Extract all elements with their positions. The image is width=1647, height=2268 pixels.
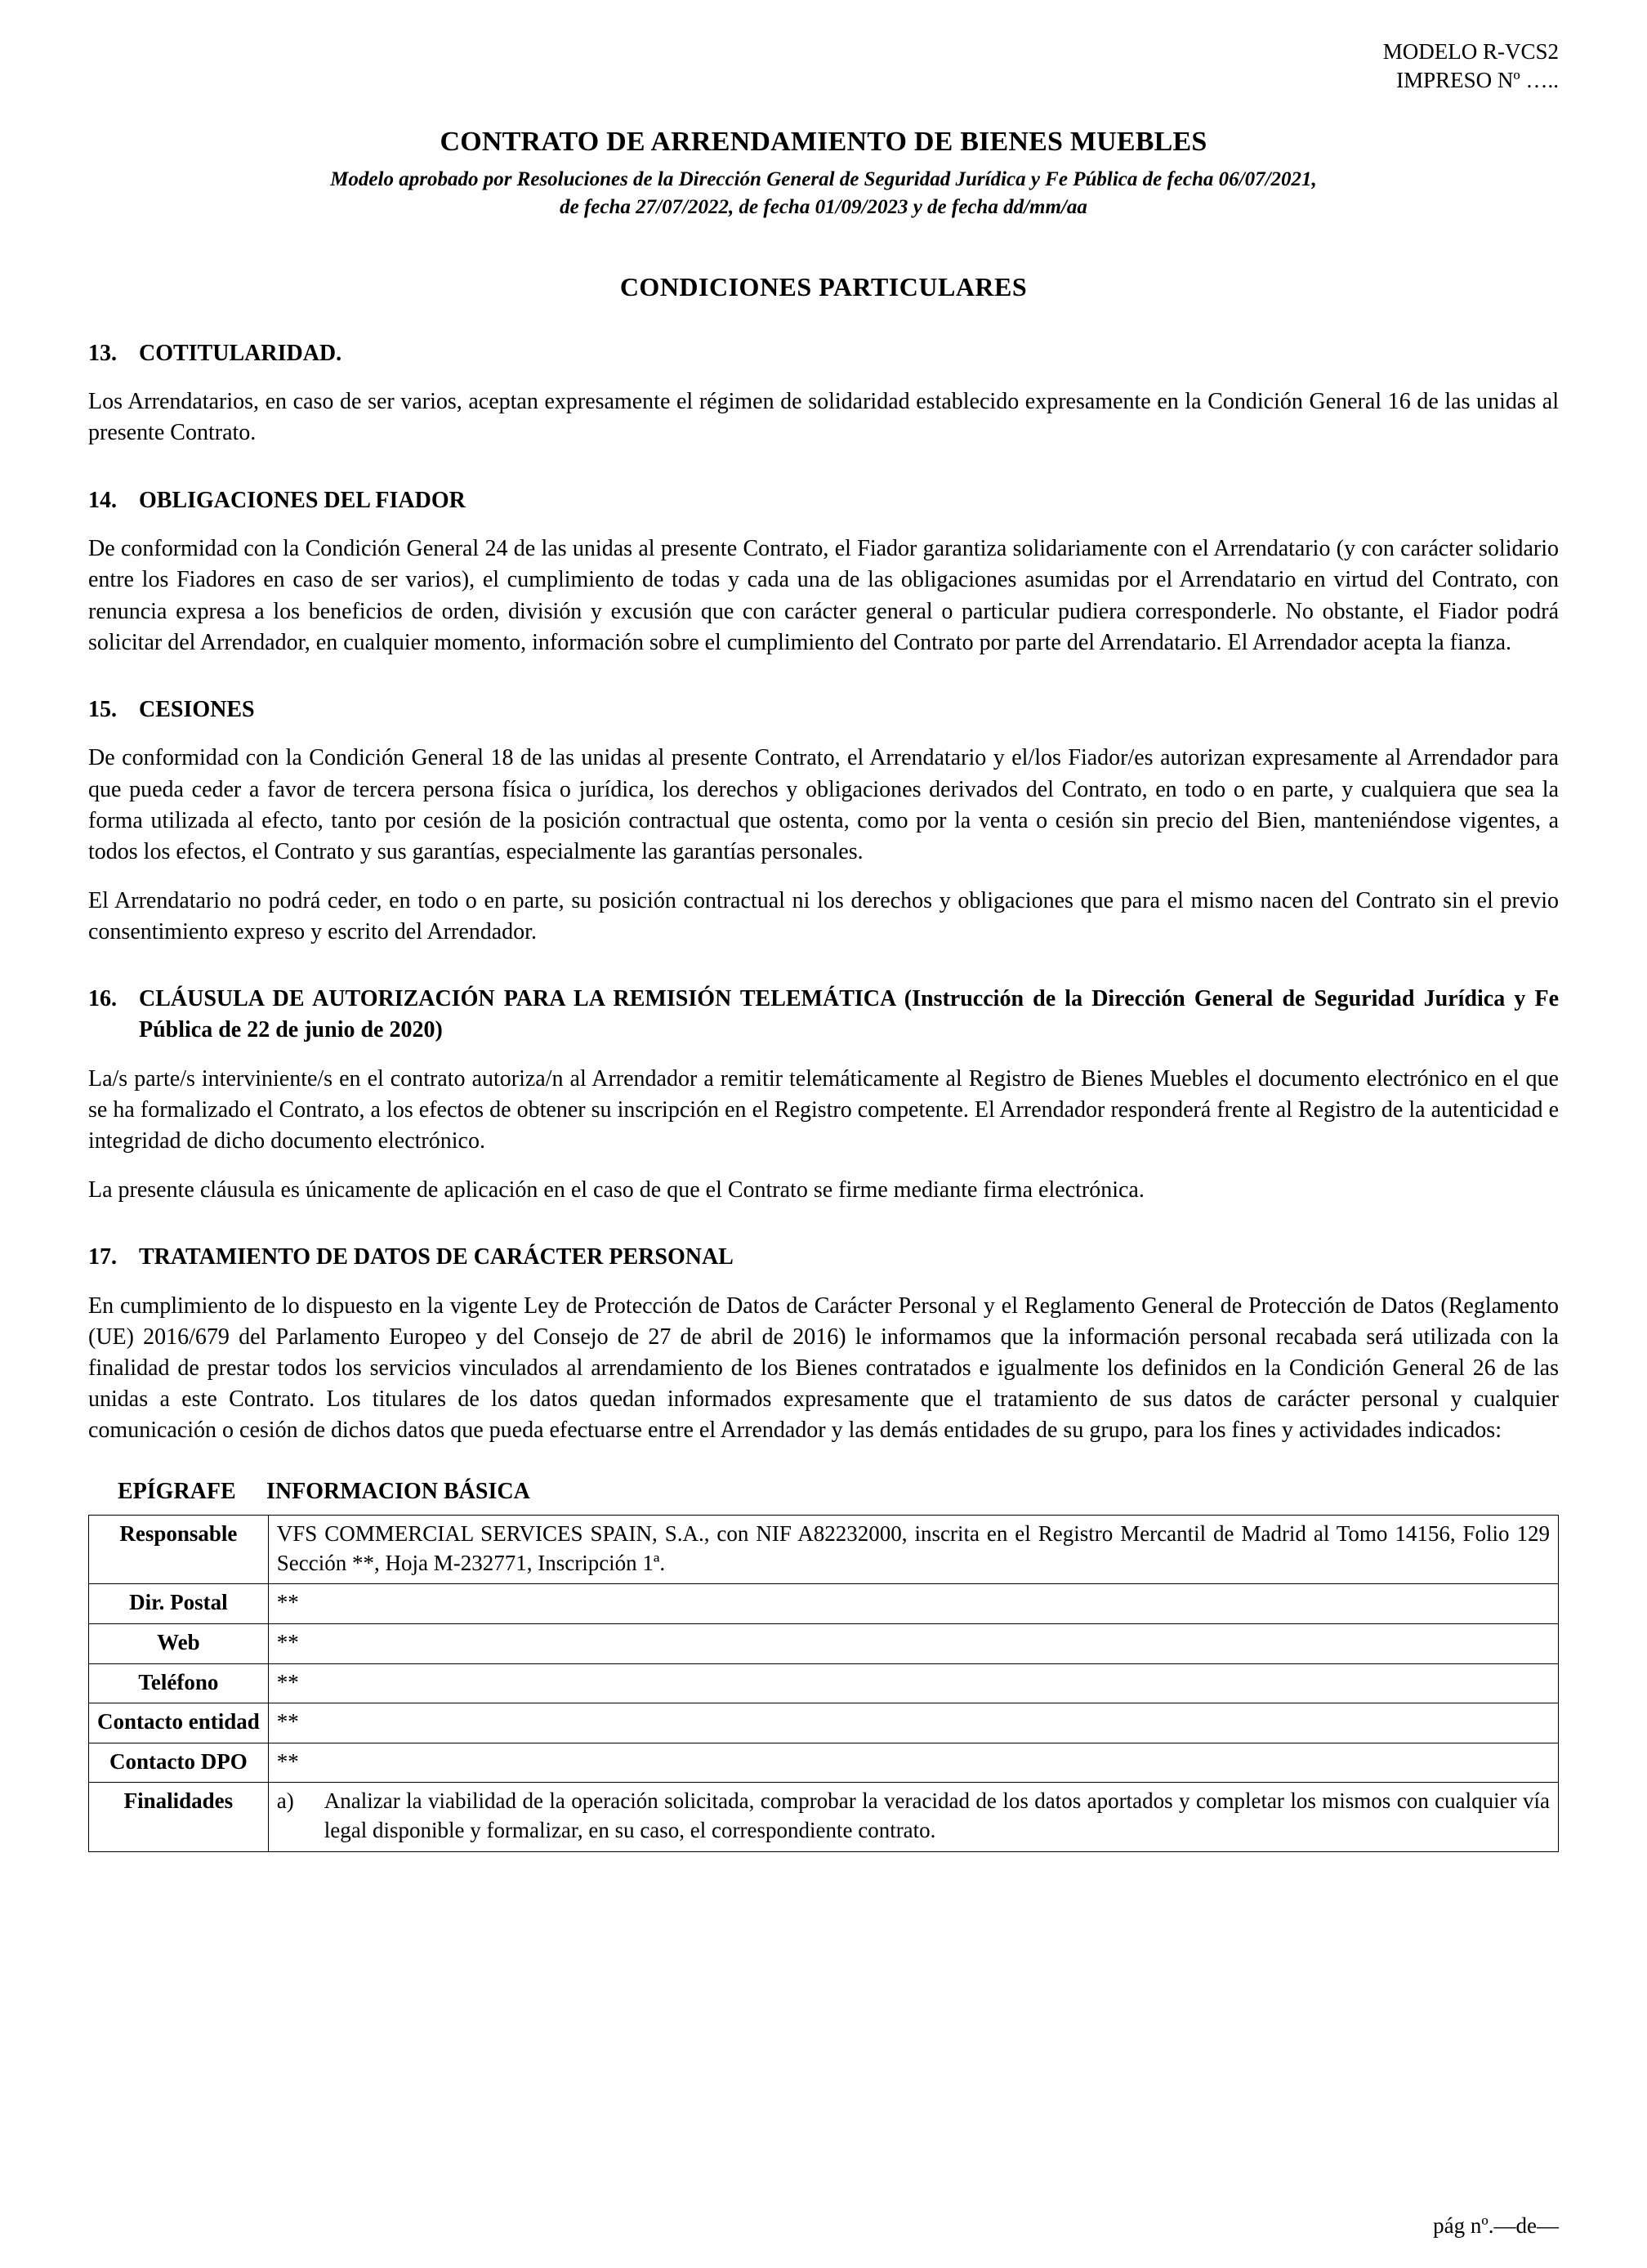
- row-value-web: **: [268, 1623, 1558, 1663]
- row-value-contacto-entidad: **: [268, 1703, 1558, 1743]
- row-label-web: Web: [89, 1623, 269, 1663]
- row-value-dir-postal: **: [268, 1584, 1558, 1624]
- clause-16-heading: [88, 984, 1559, 1046]
- table-row: [89, 1584, 1559, 1624]
- row-value-responsable: VFS COMMERCIAL SERVICES SPAIN, S.A., con NIF A82232000, inscrita en el Registro Mercantil de Madrid al Tomo 14156, Folio 129 Sección **, Hoja M-232771, Inscripción 1ª.: [268, 1516, 1558, 1584]
- clause-14-title: OBLIGACIONES DEL FIADOR: [139, 487, 466, 513]
- row-label-dir-postal: Dir. Postal: [89, 1584, 269, 1624]
- list-item: [277, 1787, 1550, 1845]
- clause-14-number: 14.: [88, 487, 117, 513]
- clause-13-heading: [88, 338, 1559, 369]
- row-value-finalidades: [268, 1783, 1558, 1851]
- clause-13-number: 13.: [88, 340, 117, 366]
- list-item-text: Analizar la viabilidad de la operación solicitada, comprobar la veracidad de los datos aportados y completar los mismos con cualquier vía legal disponible y formalizar, en su caso, el correspondiente contrato.: [324, 1788, 1550, 1843]
- clause-16: [88, 984, 1559, 1206]
- clause-15-heading: [88, 694, 1559, 725]
- clause-15-title: CESIONES: [139, 696, 255, 722]
- clause-17-paragraph-1: En cumplimiento de lo dispuesto en la vigente Ley de Protección de Datos de Carácter Personal y el Reglamento General de Protección de Datos (Reglamento (UE) 2016/679 del Parlamento Europeo y del Consejo de 27 de abril de 2016) le informamos que la información personal recabada será utilizada con la finalidad de prestar todos los servicios vinculados al arrendamiento de los Bienes contratados e igualmente los definidos en la Condición General 26 de las unidas a este Contrato. Los titulares de los datos quedan informados expresamente que el tratamiento de sus datos de carácter personal y cualquier comunicación o cesión de dichos datos que pueda efectuarse entre el Arrendador y las demás entidades de su grupo, para los fines y actividades indicados:: [88, 1292, 1559, 1443]
- clause-14-heading: [88, 485, 1559, 516]
- document-header: [88, 38, 1559, 94]
- clause-15-number: 15.: [88, 696, 117, 722]
- subtitle-line-1: Modelo aprobado por Resoluciones de la Dirección General de Seguridad Jurídica y Fe Pública de fecha 06/07/2021,: [330, 168, 1317, 191]
- list-item-marker: a): [276, 1788, 294, 1814]
- page-footer: pág nº.—de—: [1433, 2213, 1559, 2238]
- clause-17-title: TRATAMIENTO DE DATOS DE CARÁCTER PERSONAL: [139, 1243, 734, 1270]
- table-row: [89, 1783, 1559, 1851]
- page-title: CONTRATO DE ARRENDAMIENTO DE BIENES MUEBLES: [440, 127, 1207, 158]
- row-label-telefono: Teléfono: [89, 1663, 269, 1703]
- row-label-contacto-entidad: Contacto entidad: [89, 1703, 269, 1743]
- table-row: [89, 1703, 1559, 1743]
- clause-16-number: 16.: [88, 985, 117, 1011]
- clause-16-title: CLÁUSULA DE AUTORIZACIÓN PARA LA REMISIÓN TELEMÁTICA (Instrucción de la Dirección General de Seguridad Jurídica y Fe Pública de 22 de junio de 2020): [139, 985, 1559, 1042]
- impreso-number: IMPRESO Nº …..: [1396, 67, 1559, 92]
- row-label-responsable: Responsable: [89, 1516, 269, 1584]
- model-code: MODELO R-VCS2: [1382, 39, 1559, 64]
- row-label-contacto-dpo: Contacto DPO: [89, 1743, 269, 1783]
- clause-16-paragraph-1: La/s parte/s interviniente/s en el contrato autoriza/n al Arrendador a remitir telemáticamente al Registro de Bienes Muebles el documento electrónico en el que se ha formalizado el Contrato, a los efectos de obtener su inscripción en el Registro competente. El Arrendador responderá frente al Registro de la autenticidad e integridad de dicho documento electrónico.: [88, 1065, 1559, 1154]
- row-label-finalidades: Finalidades: [89, 1783, 269, 1851]
- personal-data-table: [88, 1515, 1559, 1852]
- row-value-telefono: **: [268, 1663, 1558, 1703]
- clause-14: [88, 485, 1559, 659]
- clause-14-paragraph-1: De conformidad con la Condición General 24 de las unidas al presente Contrato, el Fiador garantiza solidariamente con el Arrendatario (y con carácter solidario entre los Fiadores en caso de ser varios), el cumplimiento de todas y cada una de las obligaciones asumidas por el Arrendatario en virtud del Contrato, con renuncia expresa a los beneficios de orden, división y excusión que con carácter general o particular pudiera corresponderle. No obstante, el Fiador podrá solicitar del Arrendador, en cualquier momento, información sobre el cumplimiento del Contrato por parte del Arrendatario. El Arrendador acepta la fianza.: [88, 536, 1559, 655]
- subtitle-line-2: de fecha 27/07/2022, de fecha 01/09/2023 y de fecha dd/mm/aa: [560, 195, 1087, 218]
- table-row: [89, 1516, 1559, 1584]
- clause-17-heading: [88, 1242, 1559, 1273]
- document-subtitle: [88, 166, 1559, 221]
- row-value-contacto-dpo: **: [268, 1743, 1558, 1783]
- clause-13-title: COTITULARIDAD.: [139, 340, 342, 366]
- clause-15-paragraph-2: El Arrendatario no podrá ceder, en todo o en parte, su posición contractual ni los derechos y obligaciones que para el mismo nacen del Contrato sin el previo consentimiento expreso y escrito del Arrendador.: [88, 887, 1559, 944]
- clause-17: [88, 1242, 1559, 1446]
- table-row: [89, 1663, 1559, 1703]
- table-header-informacion: INFORMACION BÁSICA: [266, 1479, 530, 1505]
- table-headers: [88, 1479, 1559, 1505]
- clause-15: [88, 694, 1559, 948]
- clause-13: [88, 338, 1559, 449]
- clause-13-paragraph-1: Los Arrendatarios, en caso de ser varios, aceptan expresamente el régimen de solidaridad establecido expresamente en la Condición General 16 de las unidas al presente Contrato.: [88, 389, 1559, 446]
- section-title: CONDICIONES PARTICULARES: [619, 271, 1028, 301]
- clause-16-paragraph-2: La presente cláusula es únicamente de aplicación en el caso de que el Contrato se firme mediante firma electrónica.: [88, 1176, 1145, 1203]
- table-row: [89, 1623, 1559, 1663]
- clause-17-number: 17.: [88, 1243, 117, 1270]
- clause-15-paragraph-1: De conformidad con la Condición General 18 de las unidas al presente Contrato, el Arrendatario y el/los Fiador/es autorizan expresamente al Arrendador para que pueda ceder a favor de tercera persona física o jurídica, los derechos y obligaciones derivados del Contrato, en todo o en parte, y cualquiera que sea la forma utilizada al efecto, tanto por cesión de la posición contractual que ostenta, como por la venta o cesión sin precio del Bien, manteniéndose vigentes, a todos los efectos, el Contrato y sus garantías, especialmente las garantías personales.: [88, 745, 1559, 864]
- table-row: [89, 1743, 1559, 1783]
- table-header-epigrafe: EPÍGRAFE: [118, 1479, 236, 1505]
